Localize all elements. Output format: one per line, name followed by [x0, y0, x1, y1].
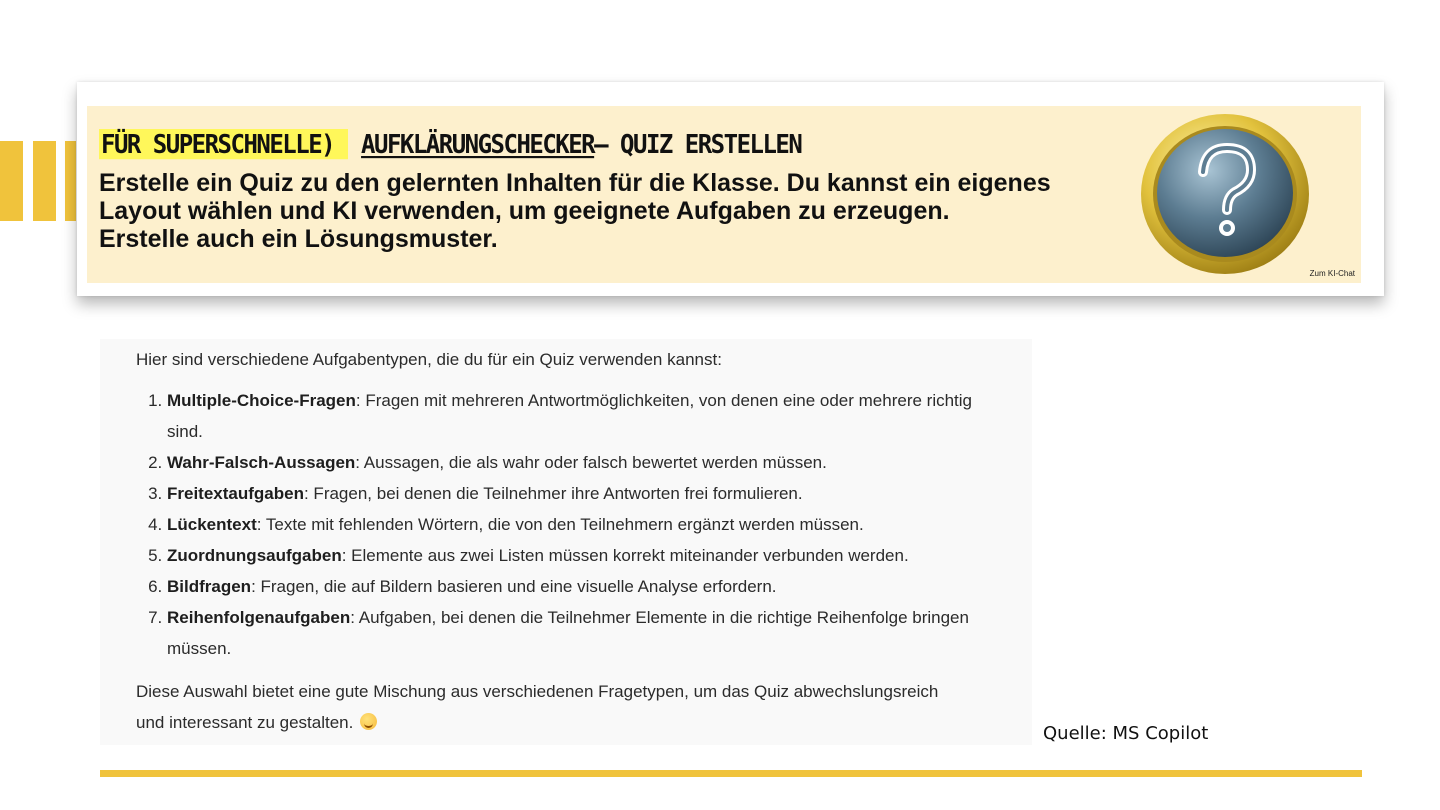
task-banner-body	[87, 106, 1361, 283]
decorative-bar	[65, 141, 76, 221]
task-banner	[77, 82, 1384, 296]
chat-caption: Zum KI-Chat	[1309, 269, 1355, 278]
heading-highlight: FÜR SUPERSCHNELLE)	[99, 129, 348, 159]
list-item: 1. Multiple-Choice-Fragen: Fragen mit mehreren Antwortmöglichkeiten, von denen eine oder mehrere richtig sind.	[167, 385, 1006, 447]
task-line: Erstelle auch ein Lösungsmuster.	[99, 225, 498, 253]
list-item: 2. Wahr-Falsch-Aussagen: Aussagen, die als wahr oder falsch bewertet werden müssen.	[167, 447, 1006, 478]
heading-rest: – QUIZ ERSTELLEN	[594, 129, 802, 160]
response-outro: Diese Auswahl bietet eine gute Mischung aus verschiedenen Fragetypen, um das Quiz abwechslungsreich und interessant zu gestalten.	[136, 682, 939, 732]
task-type-list	[136, 385, 1006, 664]
decorative-bar	[0, 141, 23, 221]
task-description	[99, 169, 1129, 253]
decorative-bar	[33, 141, 56, 221]
copilot-response	[100, 339, 1032, 745]
bottom-divider	[100, 770, 1362, 777]
list-item: 4. Lückentext: Texte mit fehlenden Wörtern, die von den Teilnehmern ergänzt werden müssen.	[167, 509, 1006, 540]
list-item: 6. Bildfragen: Fragen, die auf Bildern basieren und eine visuelle Analyse erfordern.	[167, 571, 1006, 602]
task-line: Erstelle ein Quiz zu den gelernten Inhalten für die Klasse. Du kannst ein eigenes	[99, 169, 1051, 197]
smiling-face-icon	[360, 713, 377, 730]
question-mark-button-icon	[1139, 110, 1309, 275]
list-item: 5. Zuordnungsaufgaben: Elemente aus zwei Listen müssen korrekt miteinander verbunden werden.	[167, 540, 1006, 571]
list-item: 7. Reihenfolgenaufgaben: Aufgaben, bei denen die Teilnehmer Elemente in die richtige Reihenfolge bringen müssen.	[167, 602, 1006, 664]
task-heading	[99, 129, 801, 159]
source-label: Quelle: MS Copilot	[1043, 723, 1209, 744]
list-item: 3. Freitextaufgaben: Fragen, bei denen die Teilnehmer ihre Antworten frei formulieren.	[167, 478, 1006, 509]
task-line: Layout wählen und KI verwenden, um geeignete Aufgaben zu erzeugen.	[99, 197, 950, 225]
response-intro: Hier sind verschiedene Aufgabentypen, die du für ein Quiz verwenden kannst:	[136, 350, 722, 369]
heading-underlined: AUFKLÄRUNGSCHECKER	[361, 129, 595, 160]
ki-chat-link[interactable]	[1139, 110, 1359, 280]
